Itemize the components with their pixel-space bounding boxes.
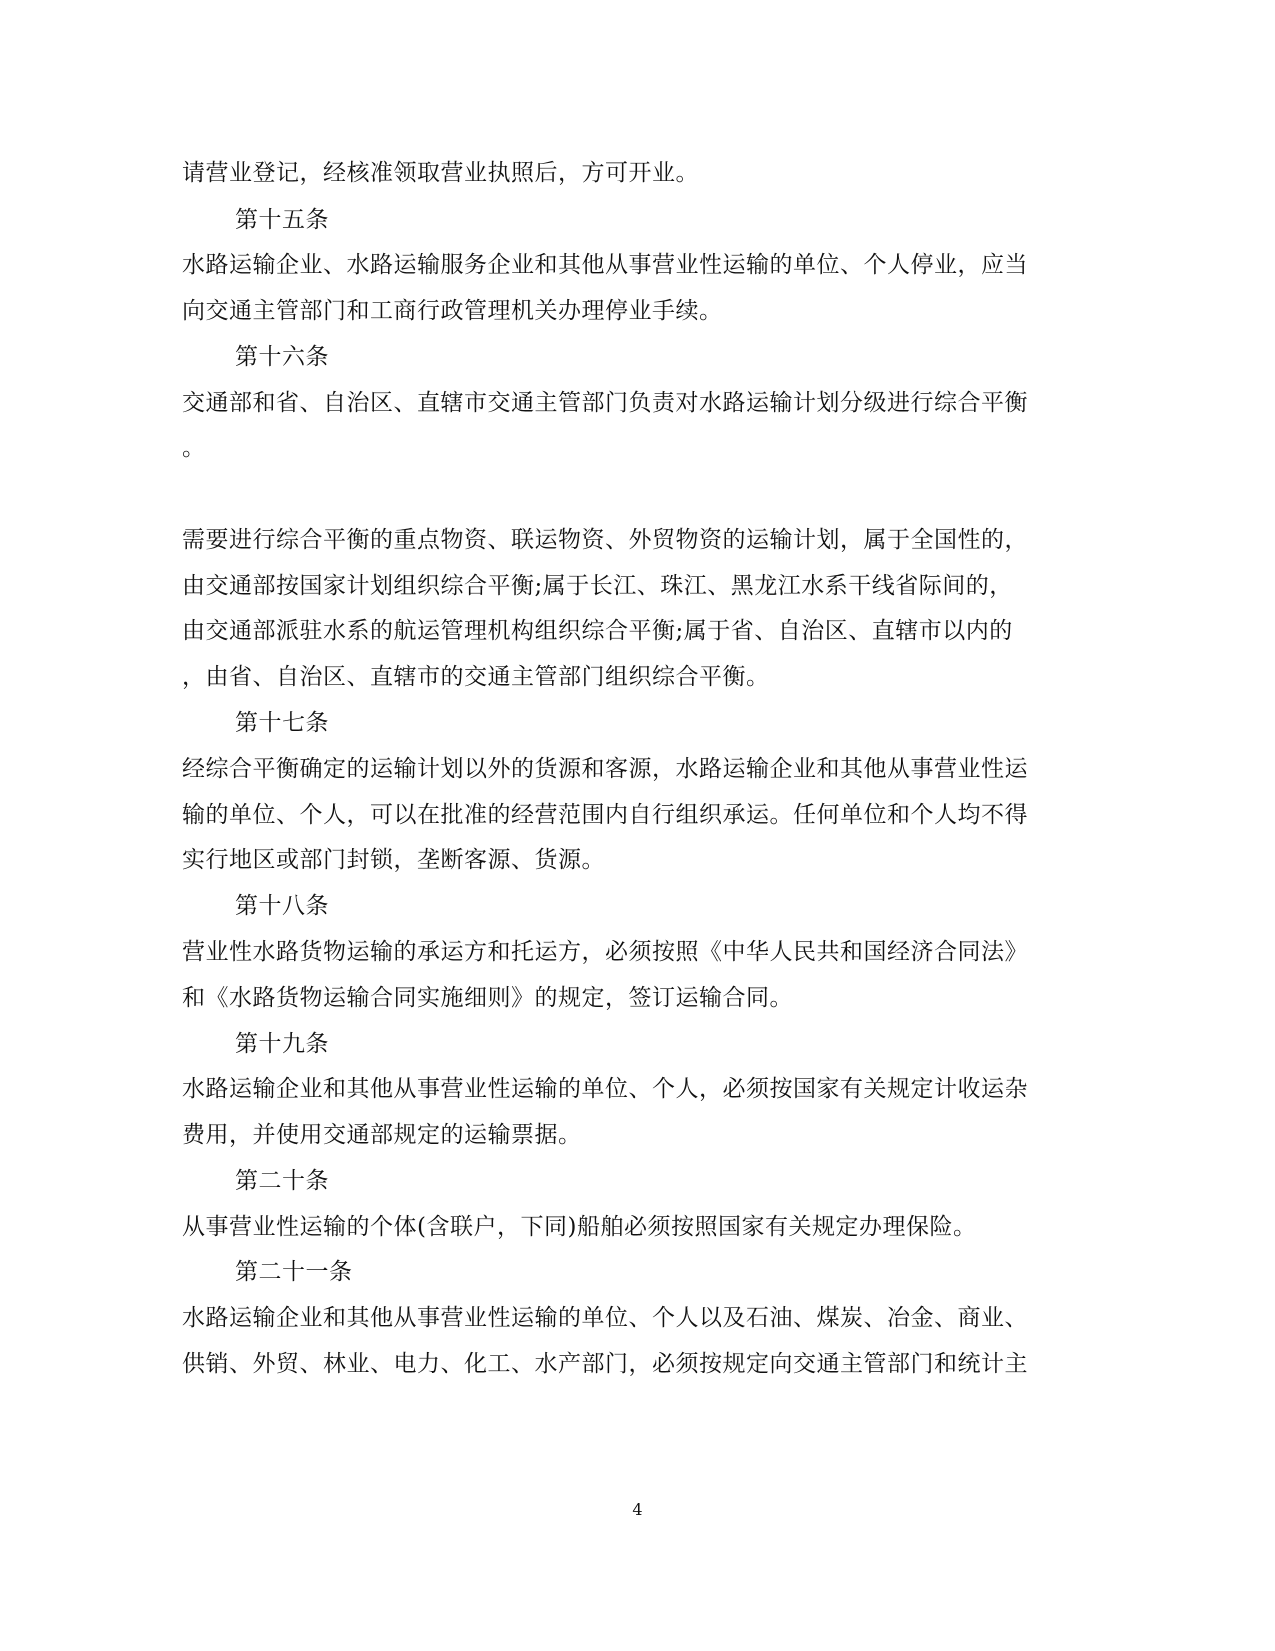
body-line: 营业性水路货物运输的承运方和托运方，必须按照《中华人民共和国经济合同法》 — [182, 939, 1028, 965]
body-line: 费用，并使用交通部规定的运输票据。 — [182, 1122, 582, 1148]
article-heading: 第二十一条 — [235, 1259, 353, 1285]
article-heading: 第十九条 — [235, 1031, 329, 1057]
body-line: 交通部和省、自治区、直辖市交通主管部门负责对水路运输计划分级进行综合平衡 — [182, 390, 1028, 416]
body-line: 供销、外贸、林业、电力、化工、水产部门，必须按规定向交通主管部门和统计主 — [182, 1351, 1028, 1377]
article-heading: 第十五条 — [235, 207, 329, 233]
body-line: 水路运输企业、水路运输服务企业和其他从事营业性运输的单位、个人停业，应当 — [182, 252, 1028, 278]
body-line: ，由省、自治区、直辖市的交通主管部门组织综合平衡。 — [182, 664, 770, 690]
body-line: 需要进行综合平衡的重点物资、联运物资、外贸物资的运输计划，属于全国性的， — [182, 527, 1028, 553]
article-heading: 第十六条 — [235, 344, 329, 370]
body-line: 由交通部派驻水系的航运管理机构组织综合平衡;属于省、自治区、直辖市以内的 — [182, 618, 1013, 644]
article-heading: 第二十条 — [235, 1168, 329, 1194]
body-line: 由交通部按国家计划组织综合平衡;属于长江、珠江、黑龙江水系干线省际间的， — [182, 573, 1013, 599]
body-line: 从事营业性运输的个体(含联户，下同)船舶必须按照国家有关规定办理保险。 — [182, 1214, 977, 1240]
body-line: 。 — [182, 435, 206, 461]
body-line: 输的单位、个人，可以在批准的经营范围内自行组织承运。任何单位和个人均不得 — [182, 802, 1028, 828]
page-number: 4 — [632, 1500, 643, 1519]
body-line: 请营业登记，经核准领取营业执照后，方可开业。 — [182, 160, 699, 186]
body-line: 水路运输企业和其他从事营业性运输的单位、个人，必须按国家有关规定计收运杂 — [182, 1076, 1028, 1102]
article-heading: 第十七条 — [235, 710, 329, 736]
body-line: 和《水路货物运输合同实施细则》的规定，签订运输合同。 — [182, 985, 793, 1011]
body-line: 实行地区或部门封锁，垄断客源、货源。 — [182, 847, 605, 873]
body-line: 向交通主管部门和工商行政管理机关办理停业手续。 — [182, 298, 723, 324]
body-line: 经综合平衡确定的运输计划以外的货源和客源，水路运输企业和其他从事营业性运 — [182, 756, 1028, 782]
body-line: 水路运输企业和其他从事营业性运输的单位、个人以及石油、煤炭、冶金、商业、 — [182, 1305, 1028, 1331]
article-heading: 第十八条 — [235, 893, 329, 919]
